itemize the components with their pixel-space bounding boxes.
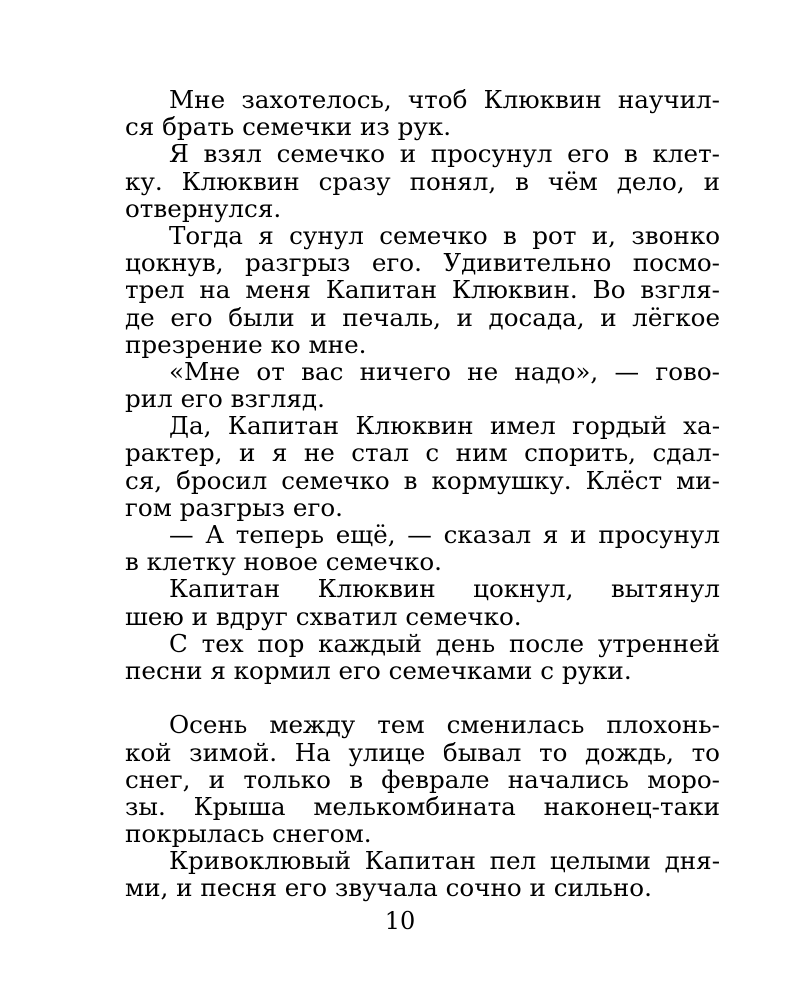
body-text [125, 86, 720, 902]
text-line: Тогда я сунул семечко в рот и, звонко [169, 220, 720, 250]
text-line: Капитан Клюквин цокнул, вытянул [169, 574, 720, 604]
text-line: де его были и печаль, и досада, и лёгкое [125, 302, 720, 332]
text-line: трел на меня Капитан Клюквин. Во взгля- [125, 275, 720, 305]
page-number: 10 [384, 907, 416, 935]
text-line: покрылась снегом. [125, 819, 372, 849]
section-gap [125, 684, 720, 711]
text-line: в клетку новое семечко. [125, 547, 442, 577]
text-line: ми, и песня его звучала сочно и сильно. [125, 873, 652, 903]
text-line: — А теперь ещё, — сказал я и просунул [169, 520, 720, 549]
text-line: ся брать семечки из рук. [125, 112, 452, 142]
text-line: кой зимой. На улице бывал то дождь, то [125, 737, 720, 767]
text-line: рактер, и я не стал с ним спорить, сдал- [125, 438, 720, 468]
text-line: Мне захотелось, чтоб Клюквин научил- [169, 85, 720, 114]
text-line: отвернулся. [125, 193, 282, 223]
text-line: гом разгрыз его. [125, 492, 343, 522]
text-line: ся, бросил семечко в кормушку. Клёст ми- [125, 465, 720, 495]
text-line: снег, и только в феврале начались моро- [125, 764, 720, 794]
text-line: Осень между тем сменилась плохонь- [169, 710, 720, 740]
text-line: Я взял семечко и просунул его в клет- [169, 139, 720, 169]
text-line: Да, Капитан Клюквин имел гордый ха- [169, 411, 720, 441]
text-line: рил его взгляд. [125, 384, 325, 414]
text-line: ку. Клюквин сразу понял, в чём дело, и [125, 166, 720, 196]
text-line: зы. Крыша мелькомбината наконец-таки [125, 791, 720, 821]
text-line: цокнув, разгрыз его. Удивительно посмо- [125, 248, 720, 278]
text-line: С тех пор каждый день после утренней [169, 628, 720, 658]
text-line: Кривоклювый Капитан пел целыми дня- [169, 846, 720, 876]
text-line: песни я кормил его семечками с руки. [125, 655, 632, 685]
text-line: «Мне от вас ничего не надо», — гово- [169, 356, 720, 386]
text-line: шею и вдруг схватил семечко. [125, 601, 522, 631]
text-line: презрение ко мне. [125, 329, 367, 359]
